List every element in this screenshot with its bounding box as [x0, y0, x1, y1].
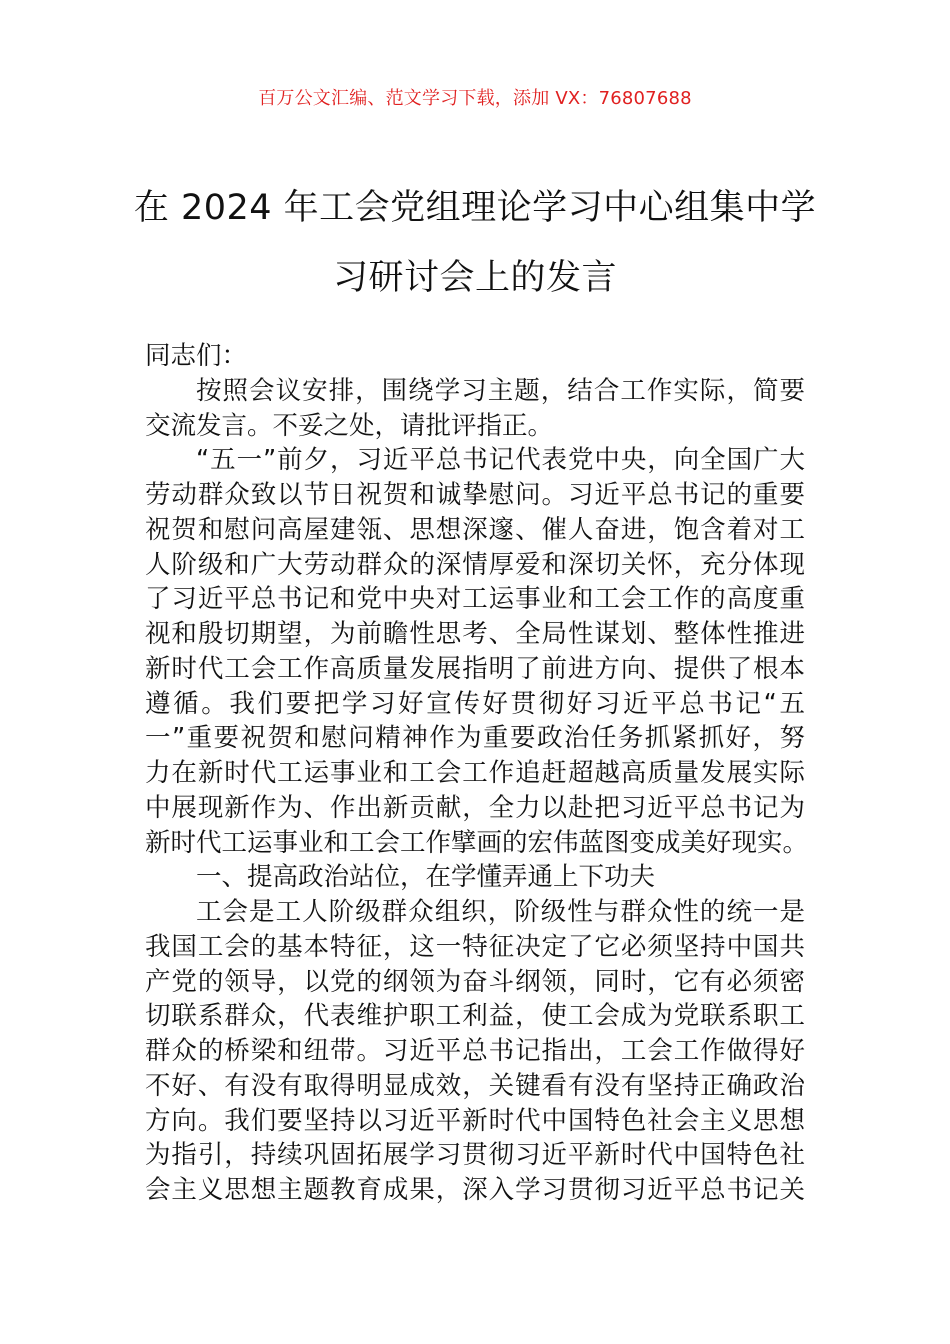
body-text-line: 一、提高政治站位，在学懂弄通上下功夫	[196, 862, 656, 893]
body-text-line: 祝贺和慰问高屋建瓴、思想深邃、催人奋进，饱含着对工	[145, 514, 805, 545]
body-text-line: 一”重要祝贺和慰问精神作为重要政治任务抓紧抓好，努	[145, 723, 805, 754]
body-text-line: 群众的桥梁和纽带。习近平总书记指出，工会工作做得好	[145, 1036, 805, 1066]
body-text-line: 了习近平总书记和党中央对工运事业和工会工作的高度重	[145, 584, 805, 615]
body-text-line: 中展现新作为、作出新贡献，全力以赴把习近平总书记为	[145, 792, 805, 823]
body-text-line: 交流发言。不妥之处，请批评指正。	[145, 410, 554, 441]
document-title-line-1: 在 2024 年工会党组理论学习中心组集中学	[133, 188, 817, 228]
body-text-line: 工会是工人阶级群众组织，阶级性与群众性的统一是	[196, 897, 805, 927]
document-body	[145, 339, 809, 1208]
download-banner: 百万公文汇编、范文学习下载，添加 VX：76807688	[258, 88, 692, 109]
body-text-line: 同志们：	[145, 341, 248, 371]
body-text-line: 产党的领导，以党的纲领为奋斗纲领，同时，它有必须密	[145, 966, 805, 997]
body-text-line: 劳动群众致以节日祝贺和诚挚慰问。习近平总书记的重要	[145, 480, 805, 510]
body-text-line: 视和殷切期望，为前瞻性思考、全局性谋划、整体性推进	[145, 619, 805, 649]
body-text-line: “五一”前夕，习近平总书记代表党中央，向全国广大	[196, 445, 805, 476]
body-text-line: 不好、有没有取得明显成效，关键看有没有坚持正确政治	[145, 1070, 805, 1101]
body-text-line: 会主义思想主题教育成果，深入学习贯彻习近平总书记关	[145, 1175, 805, 1205]
body-text-line: 新时代工运事业和工会工作擘画的宏伟蓝图变成美好现实。	[145, 827, 809, 858]
body-text-line: 新时代工会工作高质量发展指明了前进方向、提供了根本	[145, 653, 805, 684]
body-text-line: 为指引，持续巩固拓展学习贯彻习近平新时代中国特色社	[145, 1140, 805, 1171]
body-text-line: 方向。我们要坚持以习近平新时代中国特色社会主义思想	[145, 1105, 805, 1136]
body-text-line: 切联系群众，代表维护职工利益，使工会成为党联系职工	[145, 1001, 805, 1032]
document-title-line-2: 习研讨会上的发言	[332, 258, 617, 298]
body-text-line: 按照会议安排，围绕学习主题，结合工作实际，简要	[196, 375, 805, 406]
body-text-line: 我国工会的基本特征，这一特征决定了它必须坚持中国共	[145, 931, 805, 962]
body-text-line: 力在新时代工运事业和工会工作追赶超越高质量发展实际	[145, 758, 805, 788]
body-text-line: 人阶级和广大劳动群众的深情厚爱和深切关怀，充分体现	[145, 549, 805, 580]
body-text-line: 遵循。我们要把学习好宣传好贯彻好习近平总书记“五	[145, 688, 805, 719]
